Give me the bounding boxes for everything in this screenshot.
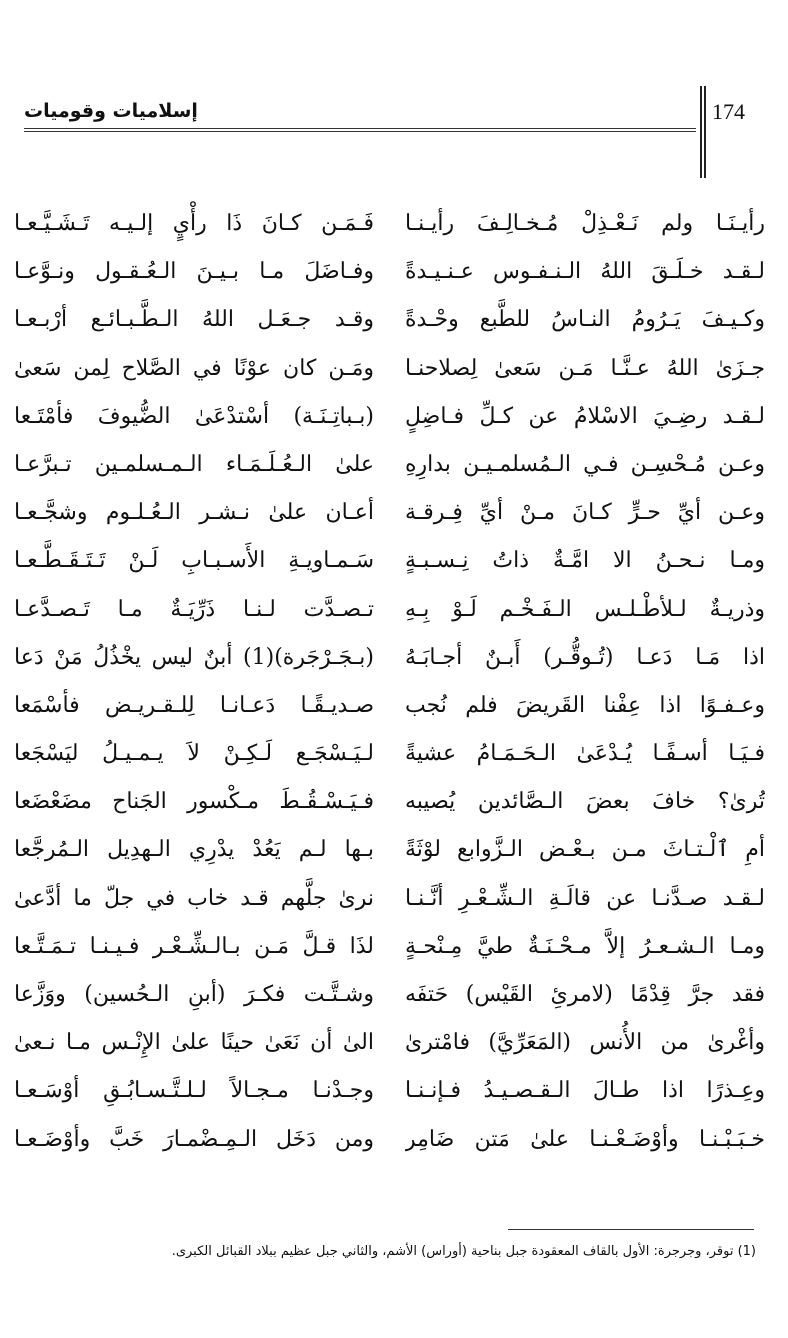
verse-line: ومـا نـحـنُ الا امَّـةٌ ذاتُ نِـسـبـةٍ — [405, 548, 765, 574]
verse-line: فـيَـا أسـفًـا يُـدْعَىٰ الـحَـمَـامُ عشيةً — [405, 741, 765, 767]
poem-left-column — [14, 200, 374, 1164]
verse-line: وذريـةٌ لـلأطْـلـس الـفَـخْـم لَـوْ بِـهِ — [405, 596, 765, 622]
verse-line: وعـن مُـحْسِـن فـي الـمُسلمـيـن بدارِهِ — [405, 451, 765, 477]
verse-line: (بـجَـرْجَرة)(1) أبنٌ ليس يخْذُلُ مَنْ دَعا — [14, 644, 374, 670]
verse-line: فَـمَـن كـانَ ذَا رأْيٍ إلـيـه تَـشَـيَّـعـا — [14, 211, 374, 236]
verse-line: اذا مَـا دَعـا (تُـوقُّـر) أَبـنٌ أجـابَـهُ — [405, 644, 765, 670]
verse-line: أعـان علىٰ نـشـر الـعُـلـوم وشجَّـعـا — [14, 500, 374, 526]
footnote-rule — [508, 1229, 754, 1230]
verse-line: علىٰ الـعُـلَـمَـاء الـمـسلمـين تـبرَّعـا — [14, 451, 374, 477]
verse-line: وعـفـوًا اذا عِفْنا القَريضَ فلم نُجب — [405, 692, 765, 718]
verse-line: لـقـد خـلَـقَ اللهُ الـنـفـوس عـنـيـدةً — [405, 259, 765, 285]
verse-line: لذَا قـلَّ مَـن بـالـشِّـعْـر فـيـنـا تـمَـتَّـعا — [14, 933, 374, 959]
verse-line: نرىٰ جلَّهم قـد خاب في جلّ ما أدَّعىٰ — [14, 885, 374, 911]
header-rule — [24, 131, 696, 132]
header-rule — [24, 128, 696, 129]
verse-line: لـقـد صـدَّنـا عن قالَـةِ الـشِّـعْـرِ أنَّـنـا — [405, 885, 765, 911]
footnote: (1) توقر، وجرجرة: الأول بالقاف المعقودة جبل بناحية (أوراس) الأشم، والثاني جبل عظيم ببلاد القبائل الكبرى. — [171, 1244, 756, 1259]
verse-line: وأغْرىٰ من الأُنس (المَعَرِّيَّ) فامْترىٰ — [405, 1030, 765, 1056]
page-number: 174 — [712, 99, 745, 124]
verse-line: صـديـقًـا دَعـانـا لِلـقـريـض فأسْمَعا — [14, 692, 374, 718]
running-title: إسلاميات وقوميات — [24, 100, 198, 122]
verse-line: الىٰ أن نَعَىٰ حينًا علىٰ الإِنْـس مـا نـعىٰ — [14, 1030, 374, 1056]
verse-line: وشـتَّـت فكـرَ (أبنِ الـحُسين) ووَزَّعا — [14, 982, 374, 1007]
verse-line: ومَـن كان عوْنًا في الصَّلاح لِمن سَعىٰ — [14, 355, 374, 381]
verse-line: وعِـذرًا اذا طـالَ الـقـصـيـدُ فـإنـنـا — [405, 1078, 765, 1104]
verse-line: تـصـدَّت لـنـا ذَرِّيَـةٌ مـا تَـصـدَّعـا — [14, 596, 374, 622]
header-vertical-rule — [700, 86, 702, 178]
verse-line: لـيَـسْجَـع لَـكِـنْ لاَ يـمـيـلُ ليَسْجَعا — [14, 741, 374, 767]
verse-line: وعـن أيِّ حـرٍّ كـانَ مـنْ أيِّ فِـرقـة — [405, 500, 765, 526]
verse-line: جـزَىٰ اللهُ عـنَّـا مَـن سَعىٰ لِصلاحنـا — [405, 355, 765, 381]
verse-line: ومن دَخَل الـمِـضْمـارَ خَبَّ وأوْضَـعـا — [14, 1126, 374, 1152]
verse-line: بـها لـم يَعُدْ يدْرِي الـهدِيل الـمُرجَّعا — [14, 837, 374, 863]
verse-line: (بـباتِـنَـة) أسْتدْعَىٰ الضُّيوفَ فأمْتَـعا — [14, 403, 374, 429]
verse-line: خـبَـبْـنـا وأوْضَـعْـنـا علىٰ مَتن ضَامِر — [405, 1126, 765, 1152]
verse-line: فـيَـسْـقُـطَ مـكْسور الجَناح مضَعْضَعا — [14, 789, 374, 815]
verse-line: وفـاضَلَ مـا بـيـنَ الـعُـقـول ونـوَّعـا — [14, 259, 374, 285]
verse-line: أمِ ٱلْـتـاثَ مـن بـعْـض الـزَّوابع لوْثَةً — [405, 837, 765, 863]
verse-line: لـقـد رضِـيَ الاسْلامُ عن كـلِّ فـاضِلٍ — [405, 403, 765, 429]
verse-line: تُرىٰ؟ خافَ بعضَ الـصَّائدين يُصيبه — [405, 789, 765, 815]
header-vertical-rule — [704, 86, 706, 178]
poem-right-column — [405, 200, 765, 1164]
verse-line: وكـيـفَ يَـرُومُ النـاسُ للطَّبع وحْـدةً — [405, 307, 765, 333]
verse-line: فقد جرَّ قِدْمًا (لامرئِ القَيْس) حَتفَه — [405, 982, 765, 1007]
verse-line: ومـا الـشـعـرُ إلاَّ مـحْـنَـةٌ طيَّ مِـنْحـةٍ — [405, 933, 765, 959]
verse-line: وجـدْنـا مـجـالاً لـلـتَّـسـابُـقِ أوْسَـعـا — [14, 1078, 374, 1104]
verse-line: وقـد جـعَـل اللهُ الـطَّـبـائـع أرْبـعـا — [14, 307, 374, 333]
verse-line: رأيـنَـا ولم نَـعْـذِلْ مُـخـالِـفَ رأيـنـا — [405, 211, 765, 236]
verse-line: سَـمـاويـةِ الأَسـبـابِ لَـنْ تَـتَـقَـطَّـعـا — [14, 548, 374, 574]
